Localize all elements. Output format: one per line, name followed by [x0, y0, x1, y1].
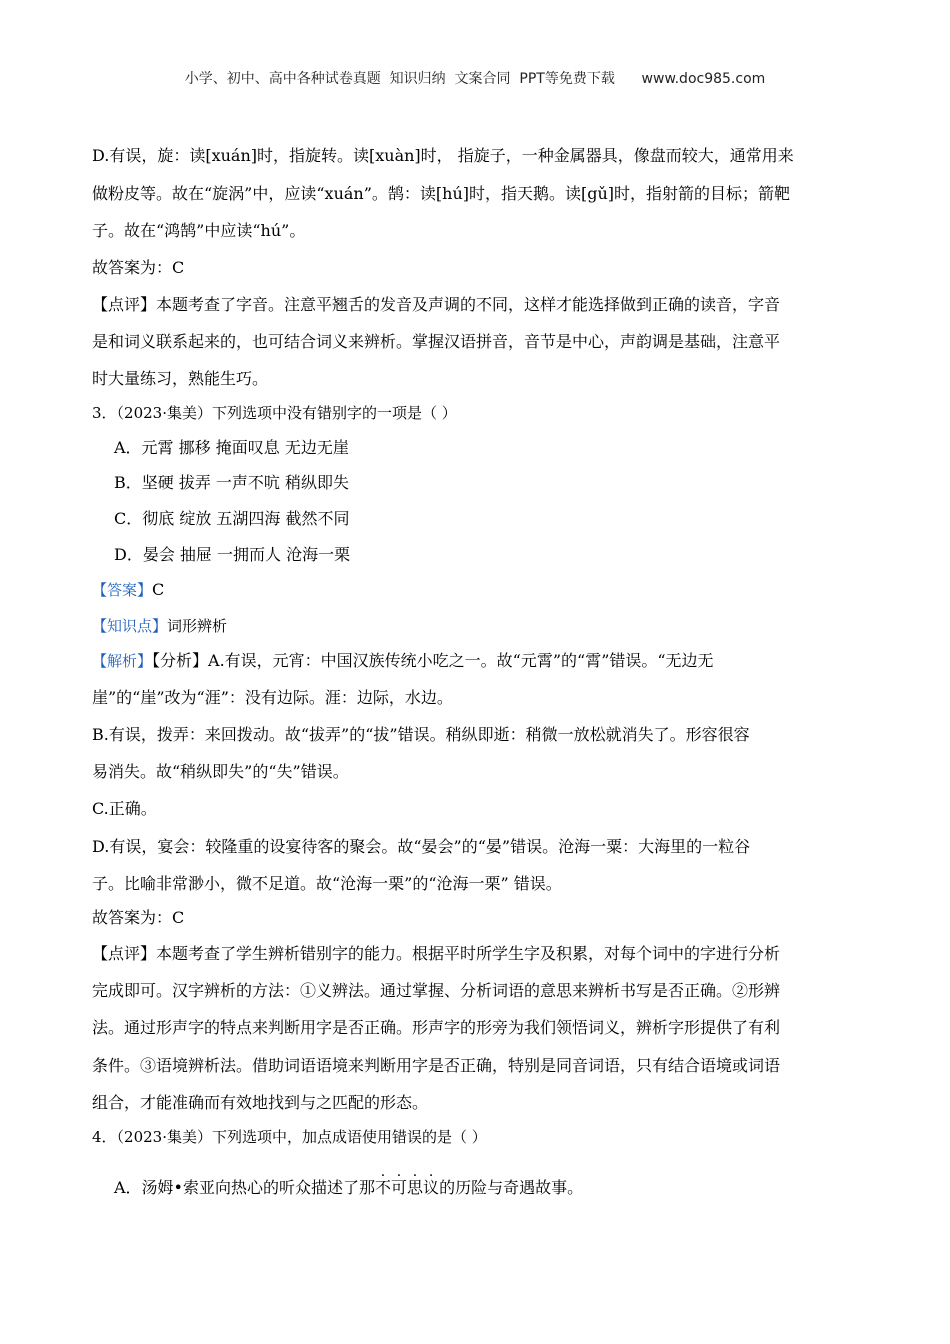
option-a: A．元霄 挪移 掩面叹息 无边无崖 [114, 438, 349, 457]
dotted-char: 可 [391, 1178, 408, 1197]
dotted-char: 思 [407, 1178, 424, 1197]
answer-value: C [152, 580, 165, 599]
knowledge-point-row [92, 616, 862, 636]
text-line: D.有误，旋：读[xuán]时，指旋转。读[xuàn]时， 指旋子，一种金属器具，像盘而较大，通常用来 [92, 146, 794, 165]
analysis-line: 易消失。故“稍纵即失”的“失”错误。 [92, 762, 349, 781]
option-c: C．彻底 绽放 五湖四海 截然不同 [114, 509, 350, 528]
review-line: 【点评】本题考查了字音。注意平翘舌的发音及声调的不同，这样才能选择做到正确的读音，字音 [92, 295, 781, 314]
analysis-line: D.有误，宴会：较隆重的设宴待客的聚会。故“晏会”的“晏”错误。沧海一粟：大海里的一粒谷 [92, 837, 751, 856]
review-line: 法。通过形声字的特点来判断用字是否正确。形声字的形旁为我们领悟词义，辨析字形提供了有利 [92, 1018, 781, 1037]
answer-label: 【答案】 [92, 581, 153, 599]
analysis-text: 【分析】A.有误，元宵：中国汉族传统小吃之一。故“元霄”的“霄”错误。“无边无 [152, 651, 714, 670]
answer-line: 故答案为：C [92, 908, 185, 927]
analysis-row [92, 651, 862, 671]
analysis-line: C.正确。 [92, 799, 157, 818]
analysis-line: 子。比喻非常渺小，微不足道。故“沧海一栗”的“沧海一栗” 错误。 [92, 874, 562, 893]
review-line: 是和词义联系起来的，也可结合词义来辨析。掌握汉语拼音，音节是中心，声韵调是基础，注意平 [92, 332, 781, 351]
question-4: 4．（2023·集美）下列选项中，加点成语使用错误的是（ ） [92, 1128, 487, 1146]
option-d: D．晏会 抽屉 一拥而人 沧海一栗 [114, 545, 351, 564]
analysis-label: 【解析】 [92, 652, 153, 670]
analysis-line: 崖”的“崖”改为“涯”：没有边际。涯：边际，水边。 [92, 688, 453, 707]
review-line: 组合，才能准确而有效地找到与之匹配的形态。 [92, 1093, 429, 1112]
answer-row [92, 580, 862, 600]
review-line: 条件。③语境辨析法。借助词语语境来判断用字是否正确，特别是同音词语，只有结合语境或词语 [92, 1056, 781, 1075]
review-line: 时大量练习，熟能生巧。 [92, 369, 269, 388]
q4-option-a-pre: A．汤姆•索亚向热心的听众描述了那 [114, 1178, 375, 1197]
knowledge-point-value: 词形辨析 [167, 617, 228, 635]
text-line: 子。故在“鸿鹄”中应读“hú”。 [92, 221, 306, 240]
answer-line: 故答案为：C [92, 258, 185, 277]
option-b: B．坚硬 拔弄 一声不吭 稍纵即失 [114, 473, 350, 492]
q4-option-a [114, 1178, 884, 1198]
analysis-line: B.有误，拨弄：来回拨动。故“拔弄”的“拔”错误。稍纵即逝：稍微一放松就消失了。形容很容 [92, 725, 750, 744]
page-header: 小学、初中、高中各种试卷真题 知识归纳 文案合同 PPT等免费下载 www.doc985.com [184, 71, 766, 87]
review-line: 完成即可。汉字辨析的方法：①义辨法。通过掌握、分析词语的意思来辨析书写是否正确。②形辨 [92, 981, 781, 1000]
knowledge-point-label: 【知识点】 [92, 617, 168, 635]
dotted-char: 不 [375, 1178, 392, 1197]
review-line: 【点评】本题考查了学生辨析错别字的能力。根据平时所学生字及积累，对每个词中的字进行分析 [92, 944, 781, 963]
q4-option-a-post: 的历险与奇遇故事。 [439, 1178, 584, 1197]
text-line: 做粉皮等。故在“旋涡”中，应读“xuán”。鹄：读[hú]时，指天鹅。读[gǔ]时，指射箭的目标；箭靶 [92, 184, 791, 203]
question-3: 3．（2023·集美）下列选项中没有错别字的一项是（ ） [92, 404, 457, 422]
dotted-char: 议 [423, 1178, 440, 1197]
